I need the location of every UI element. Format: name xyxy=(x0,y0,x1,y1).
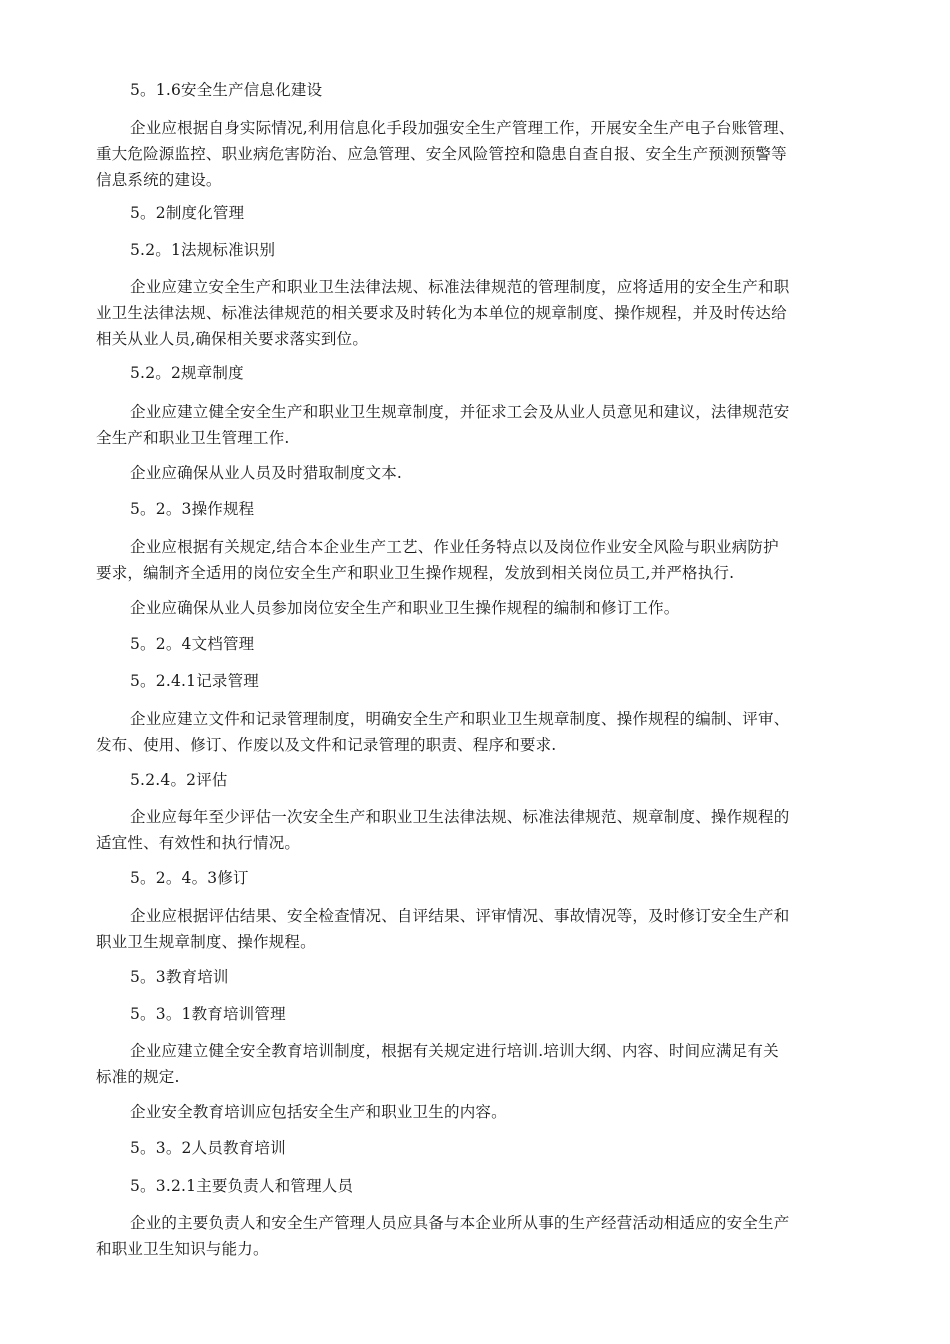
paragraph-line: 全生产和职业卫生管理工作. xyxy=(96,429,290,447)
paragraph-line: 企业应确保从业人员参加岗位安全生产和职业卫生操作规程的编制和修订工作。 xyxy=(130,599,680,617)
section-heading-5-2-4-3: 5。2。4。3修订 xyxy=(130,869,249,887)
paragraph-line: 企业的主要负责人和安全生产管理人员应具备与本企业所从事的生产经营活动相适应的安全生产 xyxy=(130,1214,790,1232)
paragraph-line: 企业应建立健全安全生产和职业卫生规章制度，并征求工会及从业人员意见和建议，法律规范安 xyxy=(130,403,790,421)
paragraph-line: 信息系统的建设。 xyxy=(96,171,222,189)
section-heading-5-2: 5。2制度化管理 xyxy=(130,204,245,222)
section-heading-5-2-3: 5。2。3操作规程 xyxy=(130,500,255,518)
paragraph-line: 职业卫生规章制度、操作规程。 xyxy=(96,933,316,951)
section-heading-5-2-4-1: 5。2.4.1记录管理 xyxy=(130,672,260,690)
paragraph-line: 相关从业人员,确保相关要求落实到位。 xyxy=(96,330,369,348)
section-heading-5-2-1: 5.2。1法规标准识别 xyxy=(130,241,276,259)
paragraph-line: 适宜性、有效性和执行情况。 xyxy=(96,834,301,852)
paragraph-line: 企业应确保从业人员及时猎取制度文本. xyxy=(130,464,403,482)
paragraph-line: 发布、使用、修订、作废以及文件和记录管理的职责、程序和要求. xyxy=(96,736,557,754)
paragraph-line: 企业应建立安全生产和职业卫生法律法规、标准法律规范的管理制度，应将适用的安全生产和职 xyxy=(130,278,790,296)
paragraph-line: 和职业卫生知识与能力。 xyxy=(96,1240,269,1258)
paragraph-line: 要求，编制齐全适用的岗位安全生产和职业卫生操作规程，发放到相关岗位员工,并严格执行. xyxy=(96,564,735,582)
paragraph-line: 企业应建立文件和记录管理制度，明确安全生产和职业卫生规章制度、操作规程的编制、评审、 xyxy=(130,710,790,728)
section-heading-5-3-1: 5。3。1教育培训管理 xyxy=(130,1005,286,1023)
paragraph-line: 企业应每年至少评估一次安全生产和职业卫生法律法规、标准法律规范、规章制度、操作规程的 xyxy=(130,808,790,826)
section-heading-5-2-2: 5.2。2规章制度 xyxy=(130,364,244,382)
section-heading-5-3: 5。3教育培训 xyxy=(130,968,229,986)
paragraph-line: 标准的规定. xyxy=(96,1068,180,1086)
section-heading-5-1-6: 5。1.6安全生产信息化建设 xyxy=(130,81,323,99)
section-heading-5-3-2: 5。3。2人员教育培训 xyxy=(130,1139,286,1157)
paragraph-line: 企业安全教育培训应包括安全生产和职业卫生的内容。 xyxy=(130,1103,507,1121)
paragraph-line: 企业应根据有关规定,结合本企业生产工艺、作业任务特点以及岗位作业安全风险与职业病防护 xyxy=(130,538,779,556)
section-heading-5-2-4: 5。2。4文档管理 xyxy=(130,635,255,653)
paragraph-line: 企业应根据评估结果、安全检查情况、自评结果、评审情况、事故情况等，及时修订安全生产和 xyxy=(130,907,790,925)
paragraph-line: 重大危险源监控、职业病危害防治、应急管理、安全风险管控和隐患自查自报、安全生产预测预警等 xyxy=(96,145,787,163)
paragraph-line: 企业应根据自身实际情况,利用信息化手段加强安全生产管理工作，开展安全生产电子台账管理、 xyxy=(130,119,795,137)
section-heading-5-2-4-2: 5.2.4。2评估 xyxy=(130,771,228,789)
paragraph-line: 企业应建立健全安全教育培训制度，根据有关规定进行培训.培训大纲、内容、时间应满足有关 xyxy=(130,1042,779,1060)
section-heading-5-3-2-1: 5。3.2.1主要负责人和管理人员 xyxy=(130,1177,354,1195)
paragraph-line: 业卫生法律法规、标准法律规范的相关要求及时转化为本单位的规章制度、操作规程，并及时传达给 xyxy=(96,304,787,322)
